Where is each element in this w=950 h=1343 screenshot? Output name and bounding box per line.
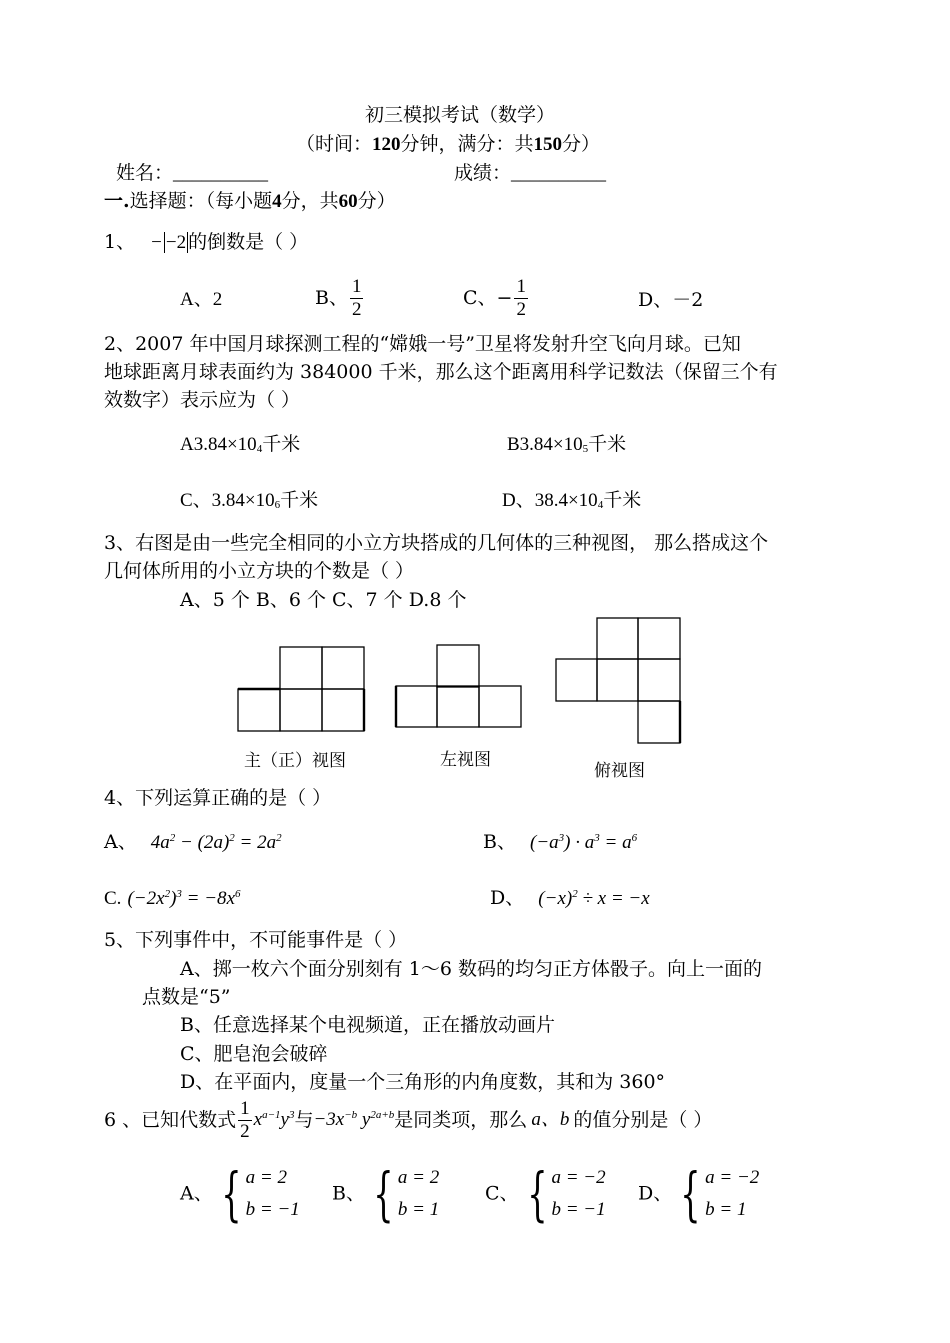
q3-line-1: 3、右图是由一些完全相同的小立方块搭成的几何体的三种视图， 那么搭成这个 xyxy=(104,532,769,554)
q3-options: A、5 个 B、6 个 C、7 个 D.8 个 xyxy=(180,589,467,611)
q4-option-c-expr: $(-2x^2)^3 = -8x^6$ xyxy=(127,888,241,909)
q1-stem xyxy=(104,231,308,255)
name-label: 姓名： xyxy=(116,162,174,184)
time-value: 120 xyxy=(372,134,401,155)
q2-line-1: 2、2007 年中国月球探测工程的“嫦娥一号”卫星将发射升空飞向月球。已知 xyxy=(104,333,741,355)
front-view-label: 主（正）视图 xyxy=(244,751,346,771)
top-view-label: 俯视图 xyxy=(594,761,645,781)
q1-option-d: D、－2 xyxy=(638,289,704,311)
page-title: 初三模拟考试（数学） xyxy=(365,104,556,126)
q5-option-a-line-1: A、掷一枚六个面分别刻有 1～6 数码的均匀正方体骰子。向上一面的 xyxy=(180,958,762,980)
score-suffix: 分） xyxy=(562,133,601,155)
q1-option-b: B、 $\frac{1}{2}$ xyxy=(315,276,362,320)
q5-option-d: D、在平面内，度量一个三角形的内角度数，其和为 360° xyxy=(180,1071,666,1093)
q6-stem: 6 、已知代数式 $\frac{1}{2}$ $x^{a-1}y^3$与$-3x^{-b}$ $y^{2a+b}$是同类项，那么 a、b 的值分别是（ ） xyxy=(104,1098,713,1142)
top-view-squares xyxy=(556,618,680,743)
q4-option-b-expr: $(-a^3) \cdot a^3 = a^6$ xyxy=(530,832,638,853)
q4-option-c: C. $(-2x^2)^3 = -8x^6$ xyxy=(104,888,241,909)
q5-option-b: B、任意选择某个电视频道，正在播放动画片 xyxy=(180,1014,555,1036)
section-per: 4 xyxy=(272,191,282,212)
q2-option-c: C、$3.84\times 10_6$千米 xyxy=(180,489,319,511)
q6-term-2: $-3x^{-b}$ $y^{2a+b}$ xyxy=(313,1108,395,1130)
q4-stem: 4、下列运算正确的是（ ） xyxy=(104,787,332,809)
time-mid: 分钟，满分：共 xyxy=(400,133,534,155)
q3-line-2: 几何体所用的小立方块的个数是（ ） xyxy=(104,560,415,582)
left-view-label: 左视图 xyxy=(440,750,491,770)
q4-option-a: A、 $4a^2 - (2a)^2 = 2a^2$ xyxy=(104,831,282,853)
name-blank: __________ xyxy=(173,163,269,184)
q2-line-3: 效数字）表示应为（ ） xyxy=(104,389,301,411)
section-suffix: 分） xyxy=(357,190,396,212)
name-field xyxy=(116,162,268,186)
q2-option-b: $B3.84\times 10_5$千米 xyxy=(507,433,627,455)
q5-option-c: C、肥皂泡会破碎 xyxy=(180,1043,328,1065)
exam-info xyxy=(296,133,600,157)
grade-blank: __________ xyxy=(511,163,607,184)
score-value: 150 xyxy=(533,134,563,155)
section-heading xyxy=(104,190,396,214)
q4-option-d: D、 $(-x)^2 \div x = -x$ xyxy=(490,887,650,909)
q6-option-b: B、 { a = 2 b = 1 xyxy=(332,1160,440,1228)
q5-stem: 5、下列事件中，不可能事件是（ ） xyxy=(104,929,408,951)
grade-label: 成绩： xyxy=(454,162,512,184)
section-name: 选择题：（每小题 xyxy=(129,190,273,212)
q1-prefix: 1、 xyxy=(104,231,136,253)
q4-option-d-expr: $(-x)^2 \div x = -x$ xyxy=(538,888,650,909)
q6-term-1: $x^{a-1}y^3$ xyxy=(253,1108,295,1130)
q4-option-a-expr: $4a^2 - (2a)^2 = 2a^2$ xyxy=(150,832,282,853)
q1-suffix: 的倒数是（ ） xyxy=(188,231,309,253)
q1-option-a: A、2 xyxy=(180,289,223,310)
q6-option-a: A、 { a = 2 b = −1 xyxy=(180,1160,300,1228)
q6-option-c: C、 { a = −2 b = −1 xyxy=(485,1160,606,1228)
q2-option-d: D、$38.4\times 10_4$千米 xyxy=(502,489,642,511)
section-mid: 分，共 xyxy=(281,190,339,212)
q4-option-b: B、 $(-a^3) \cdot a^3 = a^6$ xyxy=(483,831,638,853)
left-view-squares xyxy=(396,645,521,727)
q1-expression: − −2 xyxy=(151,232,187,253)
q1-option-c: C、− $\frac{1}{2}$ xyxy=(463,276,526,320)
q2-line-2: 地球距离月球表面约为 384000 千米，那么这个距离用科学记数法（保留三个有 xyxy=(104,361,778,383)
time-prefix: （时间： xyxy=(296,133,373,155)
section-prefix: 一. xyxy=(104,190,130,212)
front-view-squares xyxy=(238,647,364,731)
q2-option-a: $A3.84\times 10_4$千米 xyxy=(180,433,301,455)
q5-option-a-line-2: 点数是“5” xyxy=(142,986,231,1008)
section-total: 60 xyxy=(338,191,358,212)
q6-option-d: D、 { a = −2 b = 1 xyxy=(638,1160,760,1228)
grade-field xyxy=(454,162,606,186)
